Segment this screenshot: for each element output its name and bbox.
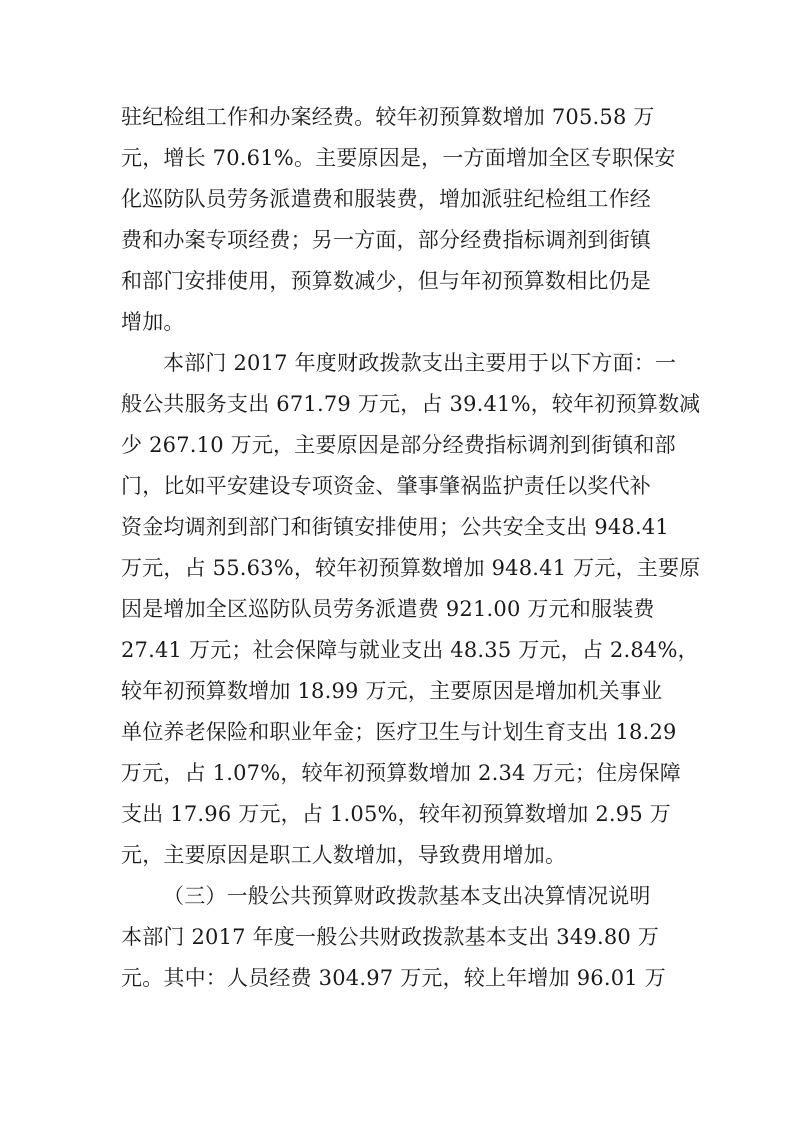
text-line: 化巡防队员劳务派遣费和服装费，增加派驻纪检组工作经 [121, 187, 651, 211]
text-line: 和部门安排使用，预算数减少，但与年初预算数相比仍是 [121, 269, 651, 293]
text-line: 较年初预算数增加 18.99 万元，主要原因是增加机关事业 [121, 679, 663, 703]
text-line: 因是增加全区巡防队员劳务派遣费 921.00 万元和服装费 [121, 597, 655, 621]
text-line: 元。其中：人员经费 304.97 万元，较上年增加 96.01 万 [121, 966, 666, 990]
text-line: 27.41 万元；社会保障与就业支出 48.35 万元，占 2.84%， [121, 638, 699, 662]
text-line: 支出 17.96 万元，占 1.05%，较年初预算数增加 2.95 万 [121, 802, 671, 826]
text-line: 元，增长 70.61%。主要原因是，一方面增加全区专职保安 [121, 146, 676, 170]
text-line: 万元，占 55.63%，较年初预算数增加 948.41 万元，主要原 [121, 556, 701, 580]
text-line: 单位养老保险和职业年金；医疗卫生与计划生育支出 18.29 [121, 720, 677, 744]
text-line: 万元，占 1.07%，较年初预算数增加 2.34 万元；住房保障 [121, 761, 681, 785]
text-line: 元，主要原因是职工人数增加，导致费用增加。 [121, 843, 567, 867]
text-line: 少 267.10 万元，主要原因是部分经费指标调剂到街镇和部 [121, 433, 676, 457]
text-line: 驻纪检组工作和办案经费。较年初预算数增加 705.58 万 [121, 105, 655, 129]
text-line: 增加。 [121, 310, 185, 334]
paragraph-first-line: 本部门 2017 年度财政拨款支出主要用于以下方面：一 [163, 351, 677, 375]
text-line: 般公共服务支出 671.79 万元，占 39.41%，较年初预算数减 [121, 392, 701, 416]
text-line: 费和办案专项经费；另一方面，部分经费指标调剂到街镇 [121, 228, 651, 252]
text-line: 门，比如平安建设专项资金、肇事肇祸监护责任以奖代补 [121, 474, 651, 498]
section-heading: （三）一般公共预算财政拨款基本支出决算情况说明 [163, 884, 651, 908]
text-line: 资金均调剂到部门和街镇安排使用；公共安全支出 948.41 [121, 515, 669, 539]
text-line: 本部门 2017 年度一般公共财政拨款基本支出 349.80 万 [121, 925, 660, 949]
